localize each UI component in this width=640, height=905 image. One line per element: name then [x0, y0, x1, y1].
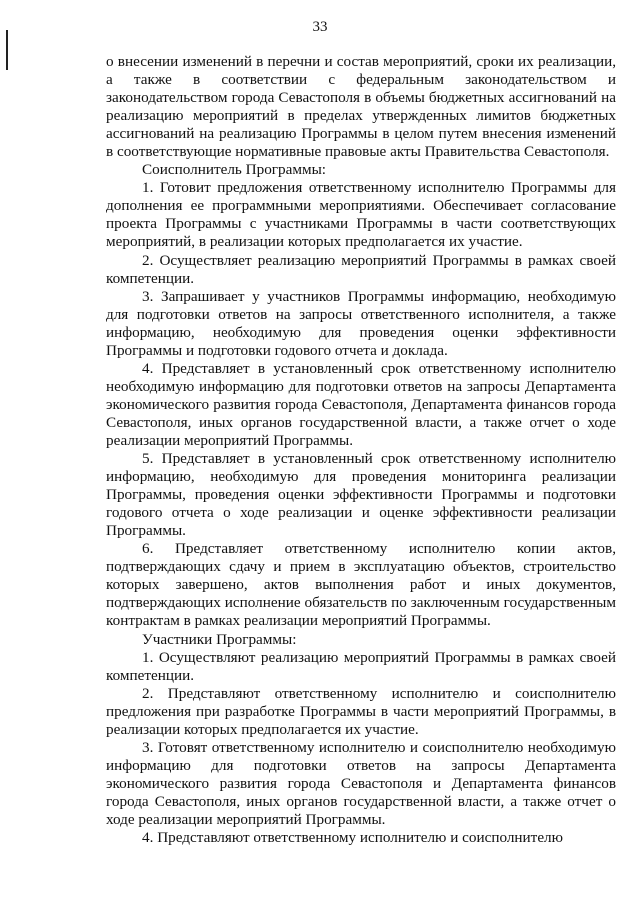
paragraph: 4. Представляет в установленный срок ответственному исполнителю необходимую информацию для подготовки ответов на запросы Департамента экономического развития города Севастополя, Департамента финансов города Севастополя, иных органов государственной власти, а также отчет о ходе реализации мероприятий Программы.	[106, 359, 616, 449]
paragraph: о внесении изменений в перечни и состав мероприятий, сроки их реализации, а также в соответствии с федеральным законодательством и законодательством города Севастополя в объемы бюджетных ассигнований на реализацию мероприятий в пределах утвержденных лимитов бюджетных ассигнований на реализацию Программы в целом путем внесения изменений в соответствующие нормативные правовые акты Правительства Севастополя.	[106, 53, 616, 161]
document-body	[106, 53, 616, 847]
paragraph: 1. Осуществляют реализацию мероприятий Программы в рамках своей компетенции.	[106, 648, 616, 684]
paragraph: 4. Представляют ответственному исполнителю и соисполнителю	[142, 829, 563, 847]
paragraph: 2. Осуществляет реализацию мероприятий Программы в рамках своей компетенции.	[106, 251, 616, 287]
paragraph: 2. Представляют ответственному исполнителю и соисполнителю предложения при разработке Программы в части мероприятий Программы, в реализации которых предполагается их участие.	[106, 684, 616, 738]
paragraph: 3. Готовят ответственному исполнителю и соисполнителю необходимую информацию для подготовки ответов на запросы Департамента экономического развития города Севастополя и Департамента финансов города Севастополя, иных органов государственной власти, а также отчет о ходе реализации мероприятий Программы.	[106, 738, 616, 828]
paragraph: 5. Представляет в установленный срок ответственному исполнителю информацию, необходимую для проведения мониторинга реализации Программы, проведения оценки эффективности Программы и подготовки годового отчета о ходе реализации и оценке эффективности реализации Программы.	[106, 450, 616, 540]
scan-edge-mark	[6, 30, 8, 70]
paragraph: 6. Представляет ответственному исполнителю копии актов, подтверждающих сдачу и прием в эксплуатацию объектов, строительство которых завершено, актов выполнения работ и иных документов, подтверждающих исполнение обязательств по заключенным государственным контрактам в рамках реализации мероприятий Программы.	[106, 540, 616, 630]
page-number: 33	[312, 19, 328, 35]
section-heading-coexecutor: Соисполнитель Программы:	[142, 161, 326, 179]
paragraph: 3. Запрашивает у участников Программы информацию, необходимую для подготовки ответов на запросы ответственного исполнителя, а также информацию, необходимую для проведения оценки эффективности Программы и подготовки годового отчета и доклада.	[106, 287, 616, 359]
section-heading-participants: Участники Программы:	[142, 630, 297, 648]
paragraph: 1. Готовит предложения ответственному исполнителю Программы для дополнения ее программными мероприятиями. Обеспечивает согласование проекта Программы с участниками Программы в части соответствующих мероприятий, в реализации которых предполагается их участие.	[106, 179, 616, 251]
